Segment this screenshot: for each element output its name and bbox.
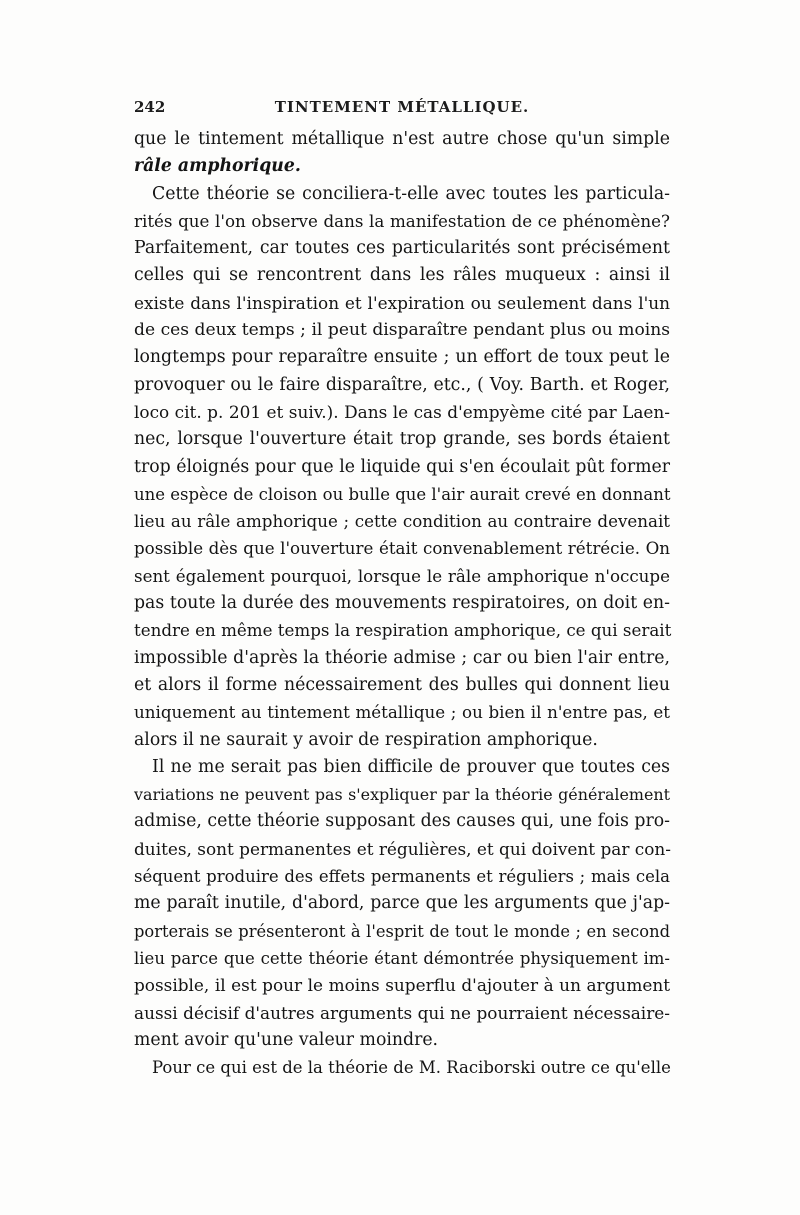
- text-line: possible dès que l'ouverture était convenablement rétrécie. On: [134, 538, 670, 559]
- text-line: lieu parce que cette théorie étant démontrée physiquement im-: [134, 948, 670, 968]
- text-line: aussi décisif d'autres arguments qui ne pourraient nécessaire-: [134, 1002, 670, 1023]
- text-line: rités que l'on observe dans la manifestation de ce phénomène?: [134, 210, 670, 231]
- text-line: une espèce de cloison ou bulle que l'air aurait crevé en donnant: [134, 484, 671, 504]
- text-line: variations ne peuvent pas s'expliquer par la théorie généralement: [134, 785, 670, 805]
- text-line: me paraît inutile, d'abord, parce que les arguments que j'ap-: [134, 893, 670, 914]
- text-line: admise, cette théorie supposant des causes qui, une fois pro-: [134, 811, 670, 832]
- text-line: Cette théorie se conciliera-t-elle avec toutes les particula-: [152, 183, 670, 204]
- text-line: ment avoir qu'une valeur moindre.: [134, 1029, 439, 1050]
- body-text: [134, 126, 670, 1081]
- text-line: uniquement au tintement métallique ; ou bien il n'entre pas, et: [134, 702, 670, 723]
- text-line: alors il ne saurait y avoir de respiration amphorique.: [134, 729, 598, 750]
- text-line: lieu au râle amphorique ; cette condition au contraire devenait: [134, 511, 670, 532]
- text-line: pas toute la durée des mouvements respiratoires, on doit en-: [134, 593, 670, 614]
- text-line: séquent produire des effets permanents et réguliers ; mais cela: [134, 867, 670, 887]
- text-line: nec, lorsque l'ouverture était trop grande, ses bords étaient: [134, 429, 670, 450]
- text-line: de ces deux temps ; il peut disparaître pendant plus ou moins: [134, 320, 670, 341]
- text-line: Parfaitement, car toutes ces particularités sont précisément: [134, 238, 670, 259]
- text-line: celles qui se rencontrent dans les râles muqueux : ainsi il: [134, 265, 670, 286]
- text-line: possible, il est pour le moins superflu d'ajouter à un argument: [134, 975, 670, 996]
- text-line: et alors il forme nécessairement des bulles qui donnent lieu: [134, 674, 670, 695]
- page-header: [134, 98, 670, 122]
- text-line: Pour ce qui est de la théorie de M. Raciborski outre ce qu'elle: [152, 1058, 671, 1078]
- text-line: trop éloignés pour que le liquide qui s'en écoulait pût former: [134, 456, 670, 477]
- text-line: impossible d'après la théorie admise ; car ou bien l'air entre,: [134, 647, 670, 668]
- text-line: longtemps pour reparaître ensuite ; un effort de toux peut le: [134, 347, 670, 368]
- text-line: existe dans l'inspiration et l'expiration ou seulement dans l'un: [134, 292, 670, 313]
- text-line: provoquer ou le faire disparaître, etc., ( Voy. Barth. et Roger,: [134, 374, 670, 395]
- running-title: TINTEMENT MÉTALLIQUE.: [274, 98, 530, 116]
- text-line: loco cit. p. 201 et suiv.). Dans le cas d'empyème cité par Laen-: [134, 401, 670, 422]
- text-line: râle amphorique.: [134, 156, 301, 177]
- text-line: tendre en même temps la respiration amphorique, ce qui serait: [134, 620, 672, 641]
- text-line: sent également pourquoi, lorsque le râle amphorique n'occupe: [134, 565, 670, 586]
- text-line: Il ne me serait pas bien difficile de prouver que toutes ces: [152, 756, 670, 777]
- page-number: 242: [134, 98, 166, 116]
- text-line: porterais se présenteront à l'esprit de tout le monde ; en second: [134, 921, 670, 941]
- text-line: que le tintement métallique n'est autre chose qu'un simple: [134, 129, 670, 149]
- text-line: duites, sont permanentes et régulières, et qui doivent par con-: [134, 838, 671, 859]
